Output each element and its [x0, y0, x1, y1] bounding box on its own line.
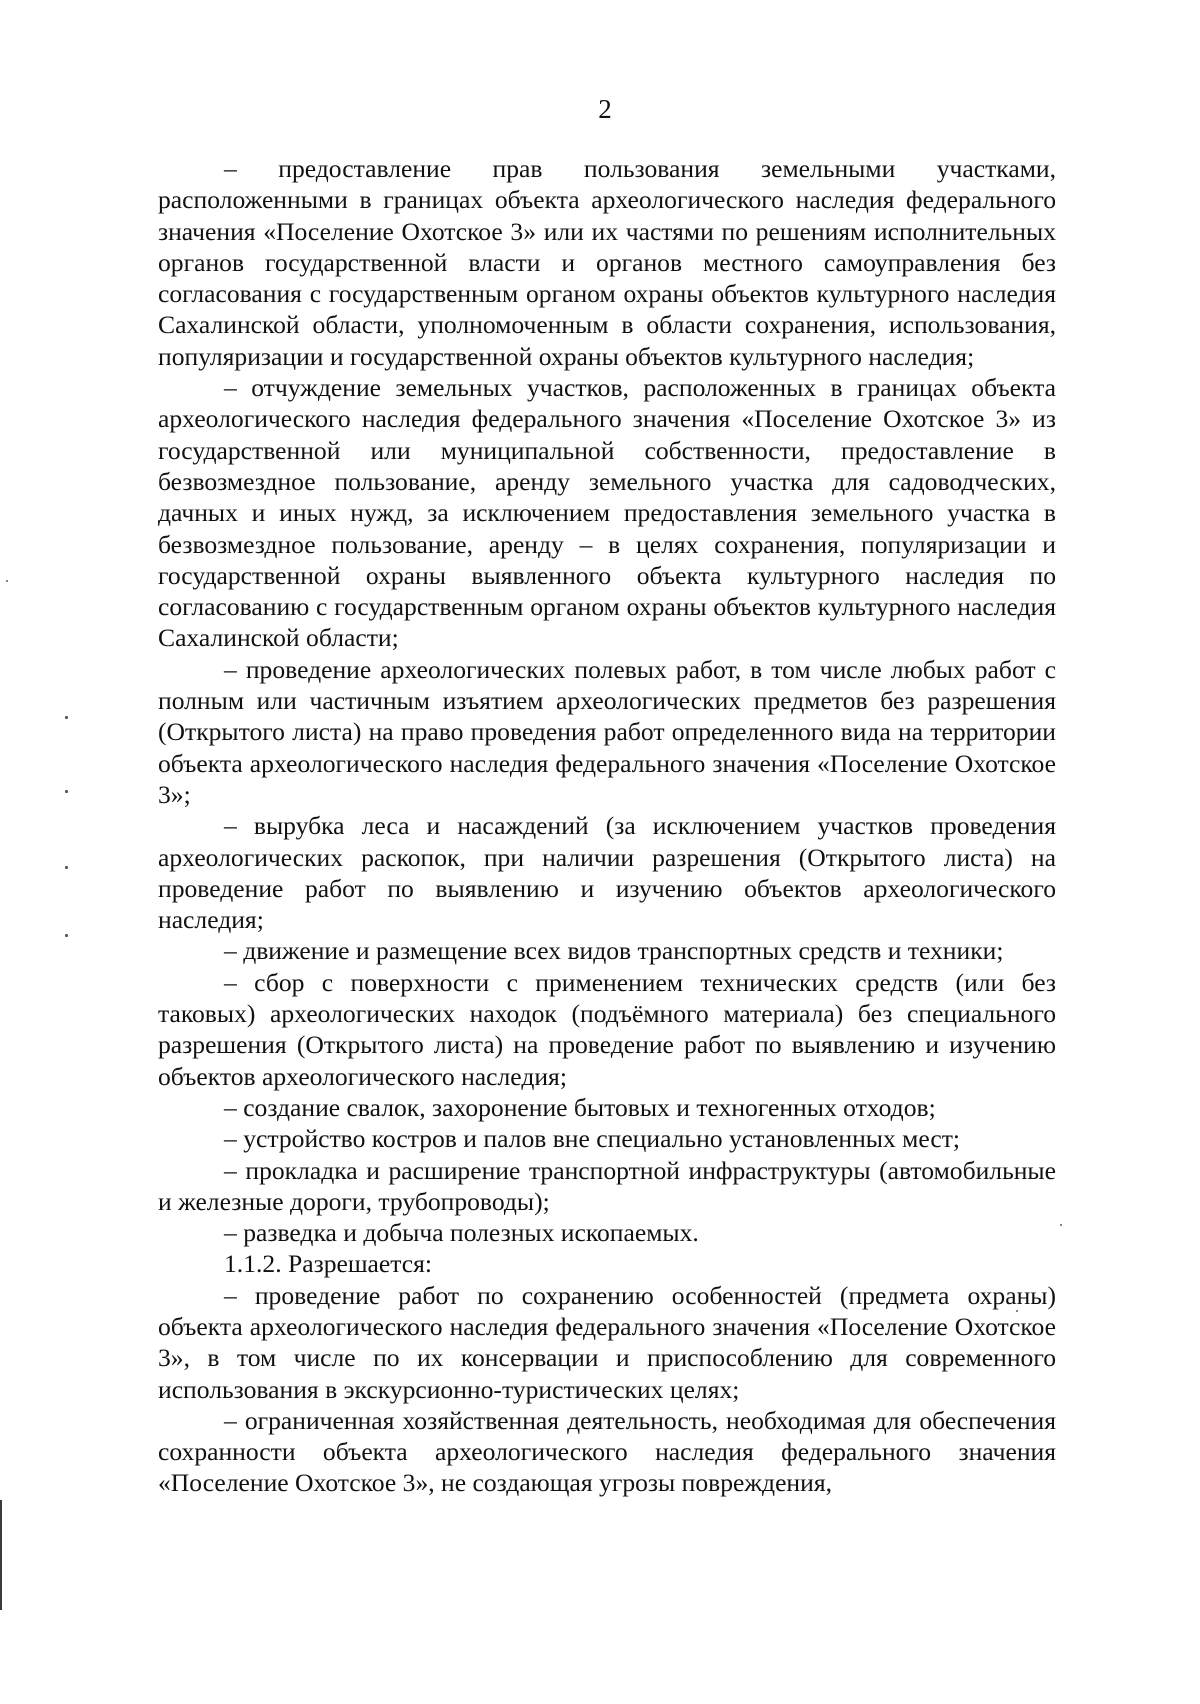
paragraph-10: – разведка и добыча полезных ископаемых.	[224, 1218, 699, 1248]
paragraph-1: – предоставление прав пользования земельными участками, расположенными в границах объекта археологического наследия федерального значения «Поселение Охотское 3» или их частями по решениям исполнительных органов государственной власти и органов местного самоуправления без согласования с государственным органом охраны объектов культурного наследия Сахалинской области, уполномоченным в области сохранения, использования, популяризации и государственной охраны объектов культурного наследия;	[158, 154, 1056, 371]
paragraph-12: – проведение работ по сохранению особенностей (предмета охраны) объекта археологического наследия федерального значения «Поселение Охотское 3», в том числе по их консервации и приспособлению для современного использования в экскурсионно-туристических целях;	[158, 1280, 1056, 1404]
paragraph-8: – устройство костров и палов вне специально установленных мест;	[224, 1124, 961, 1154]
paragraph-6: – сбор с поверхности с применением технических средств (или без таковых) археологических находок (подъёмного материала) без специального разрешения (Открытого листа) на проведение работ по выявлению и изучению объектов археологического наследия;	[158, 967, 1056, 1091]
paragraph-11: 1.1.2. Разрешается:	[224, 1249, 433, 1279]
scan-speck	[1016, 1310, 1018, 1312]
paragraph-7: – создание свалок, захоронение бытовых и техногенных отходов;	[224, 1092, 936, 1122]
paragraph-5: – движение и размещение всех видов транспортных средств и техники;	[224, 936, 1004, 966]
document-body	[158, 153, 1056, 1499]
scan-speck	[6, 580, 8, 582]
scan-speck	[65, 790, 68, 793]
paragraph-4: – вырубка леса и насаждений (за исключением участков проведения археологических раскопок, при наличии разрешения (Открытого листа) на проведение работ по выявлению и изучению объектов археологического наследия;	[158, 811, 1056, 935]
paragraph-13: – ограниченная хозяйственная деятельность, необходимая для обеспечения сохранности объекта археологического наследия федерального значения «Поселение Охотское 3», не создающая угрозы повреждения,	[158, 1405, 1056, 1498]
page-number: 2	[598, 94, 612, 124]
scan-speck	[65, 934, 68, 937]
scan-speck	[1060, 1224, 1062, 1226]
paragraph-9: – прокладка и расширение транспортной инфраструктуры (автомобильные и железные дороги, трубопроводы);	[158, 1155, 1056, 1216]
scan-speck	[65, 866, 68, 869]
paragraph-2: – отчуждение земельных участков, расположенных в границах объекта археологического наследия федерального значения «Поселение Охотское 3» из государственной или муниципальной собственности, предоставление в безвозмездное пользование, аренду земельного участка для садоводческих, дачных и иных нужд, за исключением предоставления земельного участка в безвозмездное пользование, аренду – в целях сохранения, популяризации и государственной охраны выявленного объекта культурного наследия по согласованию с государственным органом охраны объектов культурного наследия Сахалинской области;	[158, 373, 1056, 653]
paragraph-3: – проведение археологических полевых работ, в том числе любых работ с полным или частичным изъятием археологических предметов без разрешения (Открытого листа) на право проведения работ определенного вида на территории объекта археологического наследия федерального значения «Поселение Охотское 3»;	[158, 654, 1056, 809]
scan-speck	[65, 716, 68, 719]
scan-edge-line	[0, 1500, 2, 1610]
